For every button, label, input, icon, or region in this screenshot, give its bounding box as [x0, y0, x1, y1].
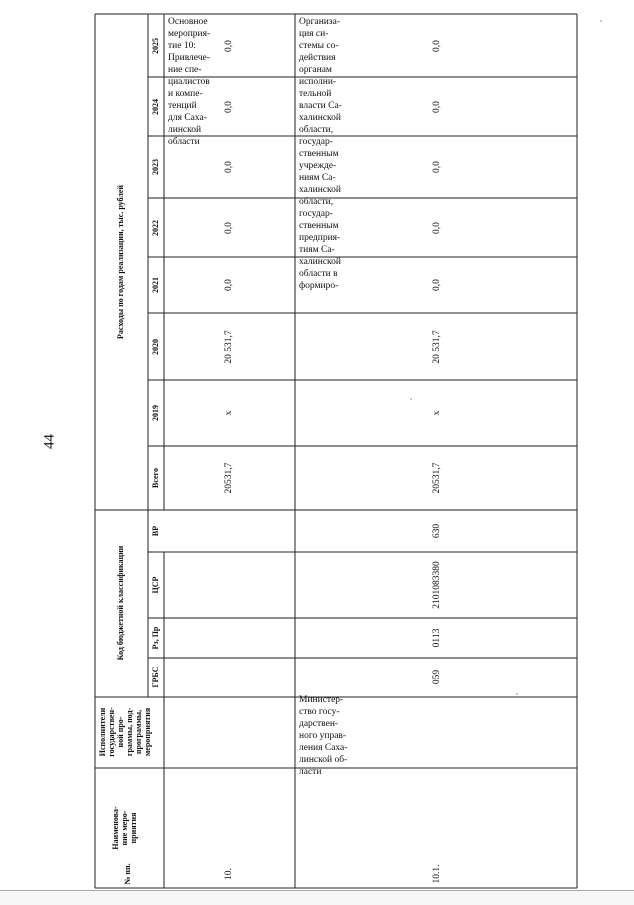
rzpr-header: Рз, Пр: [150, 626, 160, 650]
budget-code-header: Код бюджетной классификации: [115, 545, 125, 661]
executor-header-line: программы,: [133, 709, 143, 755]
grbs-header: ГРБС: [150, 666, 160, 688]
executor-header-line: мероприятия: [142, 707, 152, 757]
row-name-line: и компе-: [168, 89, 203, 100]
row-name-line: тиям Са-: [299, 245, 335, 256]
row-number: 10.1.: [432, 864, 443, 884]
year-value: 0,0: [224, 279, 235, 291]
executor-header-line: граммы, под-: [124, 707, 134, 757]
row-executor-line: ления Саха-: [299, 743, 348, 754]
num-header: № пп.: [122, 863, 132, 885]
year-value: 0,0: [224, 101, 235, 113]
row-name-line: ция си-: [299, 29, 329, 40]
year-value: 0,0: [224, 161, 235, 173]
year-value: 0,0: [432, 101, 443, 113]
csr-value: 2101083380: [432, 561, 443, 609]
year-value: 20 531,7: [224, 330, 235, 364]
row-name-line: области: [168, 137, 200, 148]
row-name-line: тенций: [168, 101, 197, 112]
sheet-edge: [0, 890, 634, 905]
row-name-line: предприя-: [299, 233, 341, 244]
row-name-line: Организа-: [299, 17, 341, 28]
year-header-2020: 2020: [150, 339, 160, 355]
csr-header: ЦСР: [150, 576, 160, 594]
total-value: 20531,7: [224, 462, 235, 494]
scan-speck: [600, 20, 602, 22]
row-name-line: Привлече-: [168, 53, 210, 64]
rzpr-value: 0113: [432, 628, 443, 648]
year-value: 0,0: [432, 222, 443, 234]
executor-header-line: ной про-: [115, 716, 125, 748]
row-name-line: ние спе-: [168, 65, 202, 76]
name-header-line: ние меро-: [119, 810, 129, 846]
row-name-line: циалистов: [168, 77, 210, 88]
year-value: х: [432, 410, 443, 416]
year-value: 0,0: [432, 40, 443, 52]
row-name-line: халинской: [299, 257, 342, 268]
scan-speck: [516, 693, 518, 695]
expenses-header: Расходы по годам реализации, тыс. рублей: [115, 184, 125, 340]
row-name-line: власти Са-: [299, 101, 342, 112]
row-name-line: государ-: [299, 209, 333, 220]
row-name-line: области в: [299, 269, 338, 280]
row-executor-line: ласти: [299, 767, 322, 778]
row-name-line: тие 10:: [168, 41, 196, 52]
row-name-line: учрежде-: [299, 161, 337, 172]
row-name-line: исполни-: [299, 77, 337, 88]
year-value: 0,0: [224, 222, 235, 234]
year-value: 20 531,7: [432, 330, 443, 364]
total-header: Всего: [150, 468, 160, 488]
year-header-2021: 2021: [150, 277, 160, 293]
row-name-line: действия: [299, 53, 336, 64]
year-header-2024: 2024: [150, 99, 160, 115]
row-name-line: Основное: [168, 17, 208, 28]
executor-header-line: Исполнители: [97, 707, 107, 757]
row-name-line: области,: [299, 197, 334, 208]
row-name-line: халинской: [299, 185, 342, 196]
row-executor-line: линской об-: [299, 755, 348, 766]
name-header-line: Наименова-: [110, 806, 120, 850]
vr-value: 630: [432, 523, 443, 539]
year-header-2022: 2022: [150, 220, 160, 236]
row-name-line: области,: [299, 125, 334, 136]
year-value: 0,0: [224, 40, 235, 52]
year-value: х: [224, 410, 235, 416]
row-executor-line: ного управ-: [299, 731, 347, 742]
grbs-value: 059: [432, 669, 443, 685]
row-name-line: стемы со-: [299, 41, 339, 52]
row-executor-line: Министер-: [299, 695, 344, 706]
year-header-2019: 2019: [150, 405, 160, 421]
year-header-2025: 2025: [150, 38, 160, 54]
row-name-line: для Саха-: [168, 113, 207, 124]
row-name-line: государ-: [299, 137, 333, 148]
row-name-line: ниям Са-: [299, 173, 336, 184]
year-value: 0,0: [432, 279, 443, 291]
row-name-line: формиро-: [299, 281, 339, 292]
row-name-line: халинской: [299, 113, 342, 124]
row-name-line: линской: [168, 125, 202, 136]
row-executor-line: дарствен-: [299, 719, 339, 730]
row-name-line: тельной: [299, 89, 332, 100]
executor-header-line: государствен-: [106, 707, 116, 757]
row-name-line: мероприя-: [168, 29, 211, 40]
row-name-line: органам: [299, 65, 332, 76]
row-name-line: ственным: [299, 149, 339, 160]
total-value: 20531,7: [432, 462, 443, 494]
year-header-2023: 2023: [150, 159, 160, 175]
scan-speck: [410, 398, 412, 400]
year-value: 0,0: [432, 161, 443, 173]
row-number: 10.: [224, 868, 235, 880]
page-number: 44: [41, 434, 58, 449]
row-name-line: ственным: [299, 221, 339, 232]
vr-header: ВР: [150, 525, 160, 537]
row-executor-line: ство госу-: [299, 707, 340, 718]
name-header-line: приятия: [128, 812, 138, 844]
